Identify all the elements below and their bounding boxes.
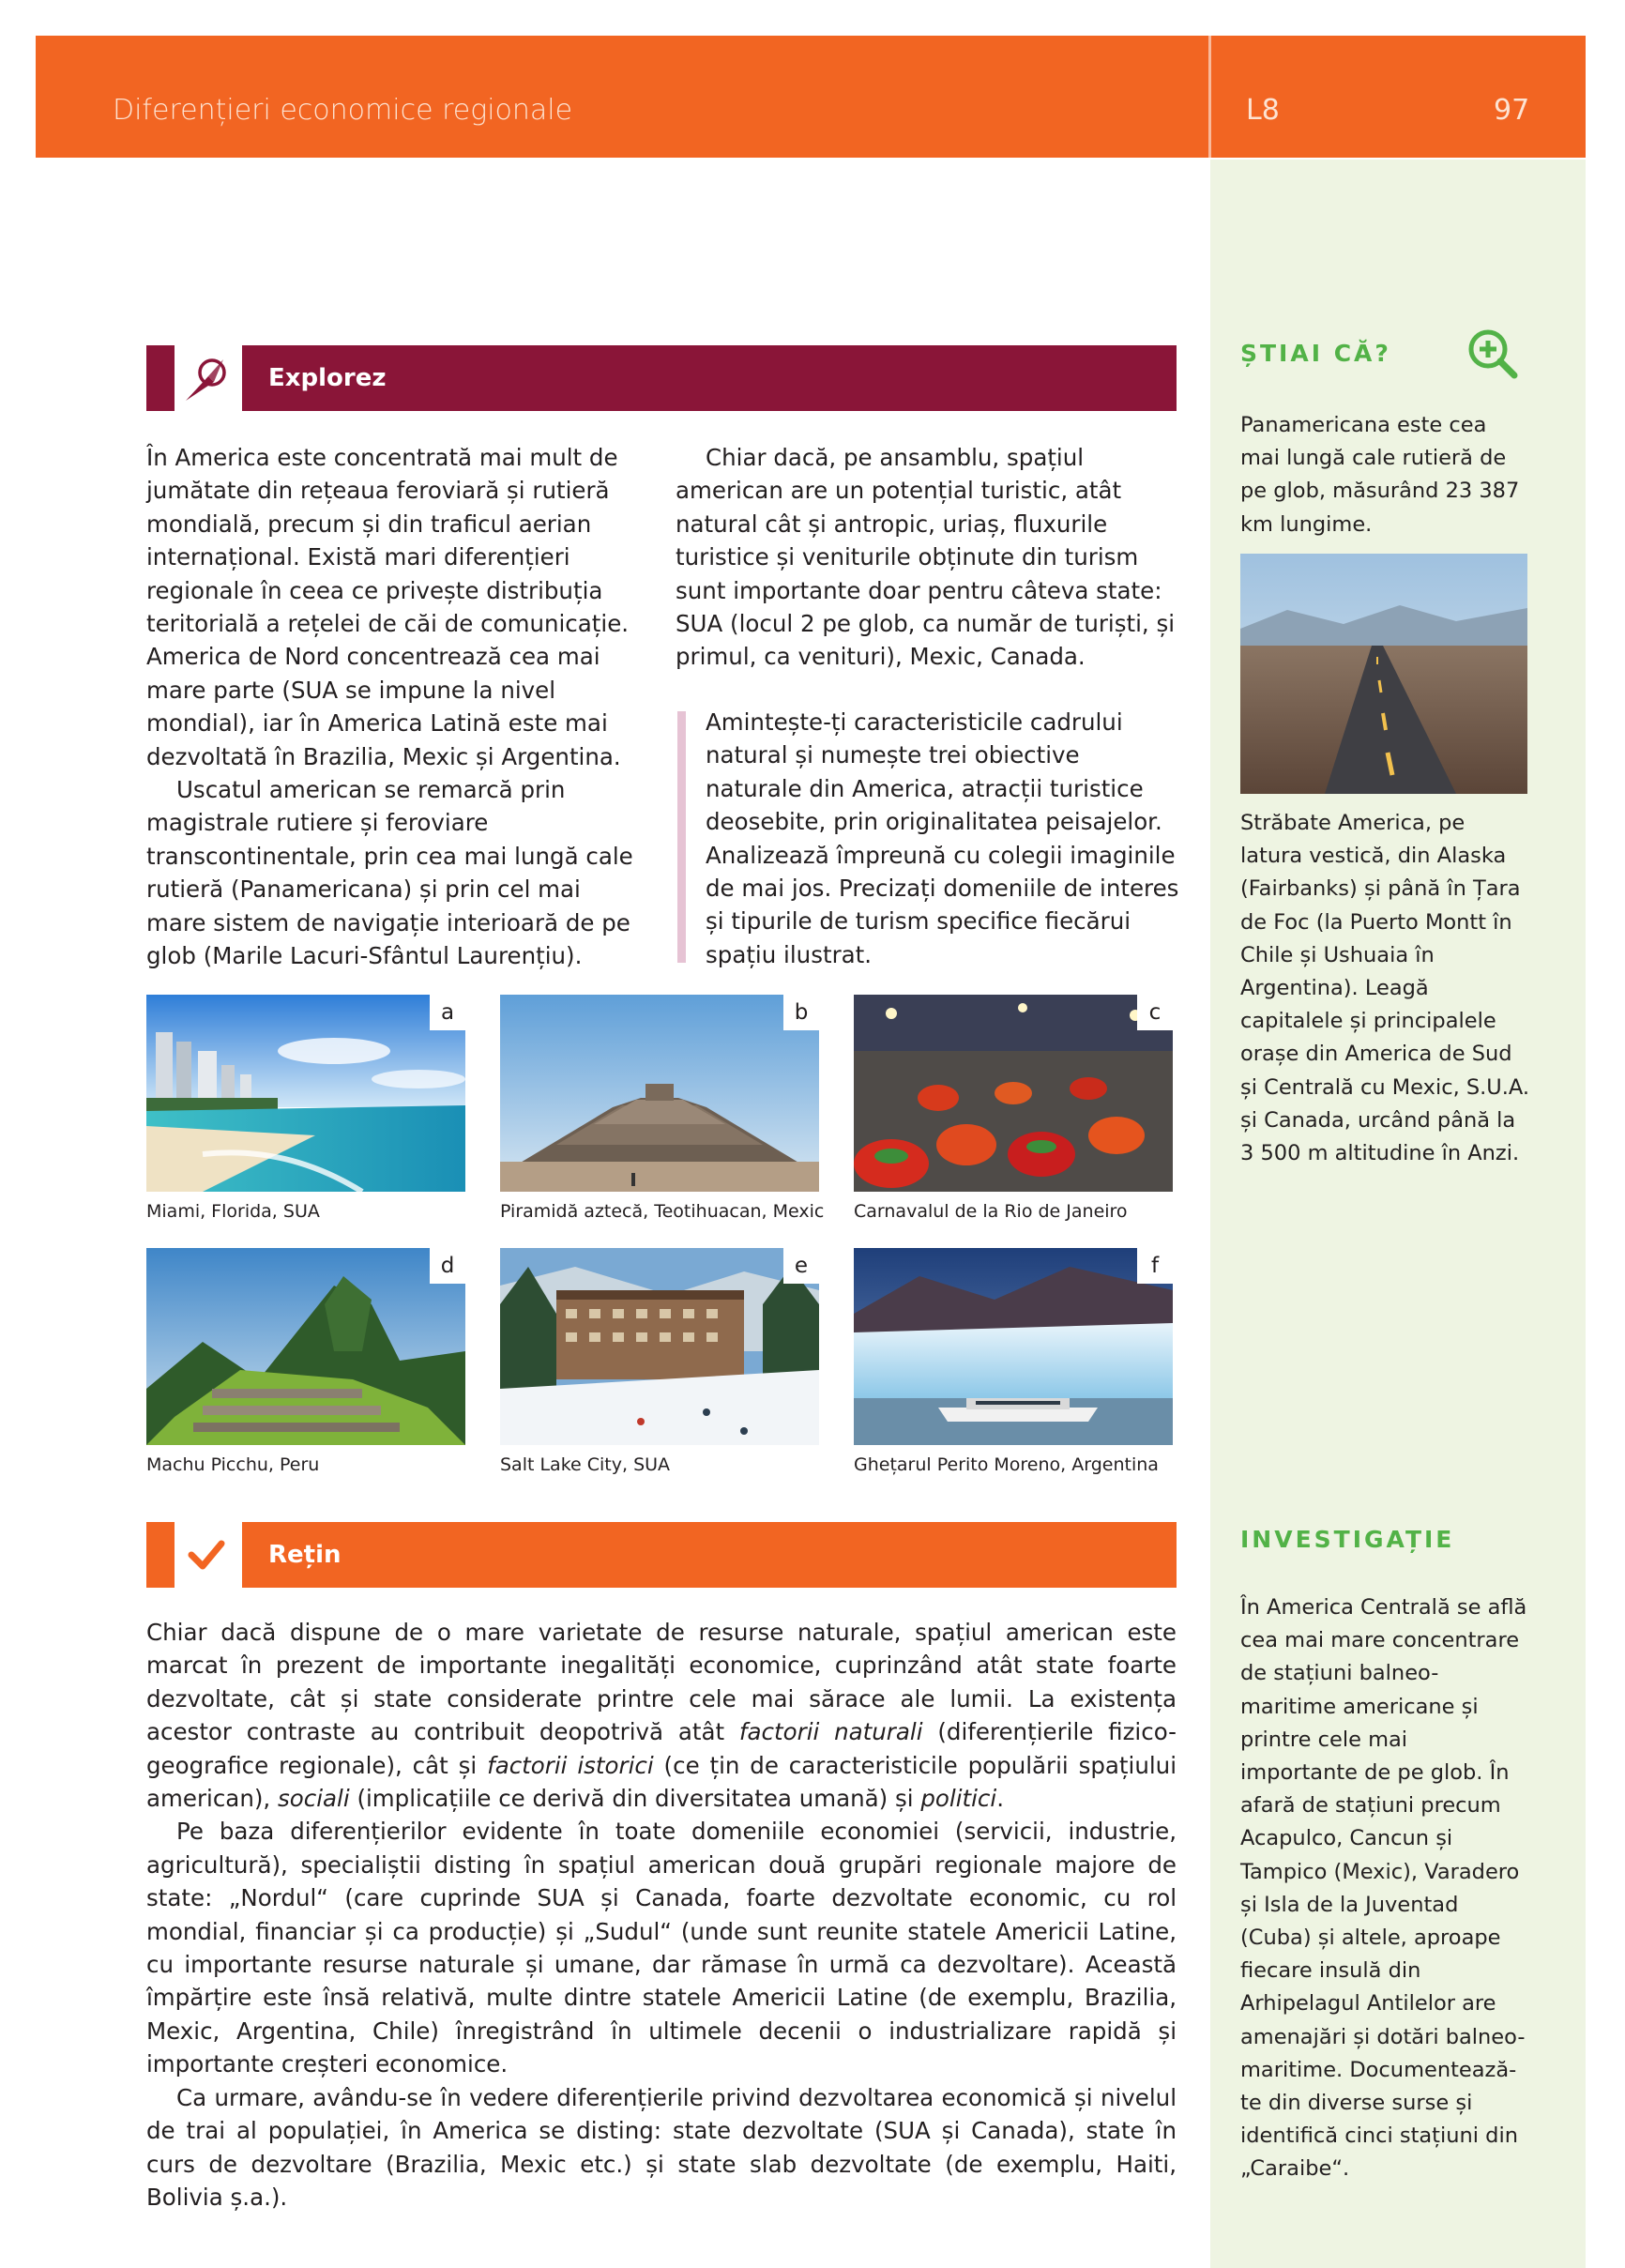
investigatie-heading: INVESTIGAȚIE [1240, 1526, 1455, 1553]
task-marker [677, 711, 686, 963]
photo-miami [146, 995, 465, 1192]
explorez-column-1 [146, 441, 644, 973]
caption-f: Ghețarul Perito Moreno, Argentina [854, 1454, 1159, 1475]
page-number: 97 [1494, 94, 1530, 127]
stiai-ca-heading: ȘTIAI CĂ? [1240, 340, 1391, 367]
retin-paragraph-2: Pe baza diferențierilor evidente în toate domeniile economiei (servicii, industrie, agricultură), specialiștii disting în spațiul american două grupări regionale majore de state: „Nordul“ (care cuprinde SUA și Canada, foarte dezvoltate economic, cu rol mondial, financiar și ca producție) și „Sudul“ (unde sunt reunite statele Americii Latine, cu importante resurse naturale și umane, dar rămase în urmă ca dezvoltare). Această împărțire este însă relativă, multe dintre statele Americii Latine (de exemplu, Brazilia, Mexic, Argentina, Chile) înregistrând în ultimele decenii o industrializare rapidă și importante creșteri economice. [146, 1818, 1177, 2078]
photo-letter-d: d [430, 1248, 465, 1284]
explorez-paragraph-1: În America este concentrată mai mult de jumătate din rețeaua feroviară și rutieră mondială, precum și din traficul aerian internațional. Există mari diferențieri regionale în ceea ce privește distribuția teritorială a rețelei de căi de comunicație. America de Nord concentrează cea mai mare parte (SUA se impune la nivel mondial), iar în America Latină este mai dezvoltată în Brazilia, Mexic și Argentina. [146, 444, 630, 770]
retin-body [146, 1616, 1177, 2214]
retin-paragraph-3: Ca urmare, avându-se în vedere diferențierile privind dezvoltarea economică și nivelul de trai al populației, în America se disting: state dezvoltate (SUA și Canada), state în curs de dezvoltare (Brazilia, Mexic etc.) și state slab dezvoltate (de exemplu, Haiti, Bolivia ș.a.). [146, 2083, 1177, 2211]
retin-paragraph-1: Chiar dacă dispune de o mare varietate de resurse naturale, spațiul american este marcat în prezent de importante inegalități economice, cuprinzând atât state foarte dezvoltate, cât și state considerate printre cele mai sărace ale lumii. La existența acestor contraste au contribuit deopotrivă atât factorii naturali (diferențierile fizico-geografice regionale), cât și factorii istorici (ce țin de caracteristicile populării spațiului american), sociali (implicațiile ce derivă din diversitatea umană) și politici. [146, 1619, 1177, 1813]
stiai-ca-intro: Panamericana este cea mai lungă cale rutieră de pe glob, măsurând 23 387 km lungime. [1240, 413, 1520, 537]
caption-d: Machu Picchu, Peru [146, 1454, 320, 1475]
caption-c: Carnavalul de la Rio de Janeiro [854, 1201, 1128, 1222]
photo-letter-e: e [783, 1248, 819, 1284]
chapter-title: Diferențieri economice regionale [113, 94, 573, 127]
explorez-column-2 [676, 441, 1177, 674]
explorez-title: Explorez [242, 345, 1177, 411]
compass-icon [178, 345, 235, 411]
investigatie-text: În America Centrală se află cea mai mare concentrare de stațiuni balneo-maritime americane și printre cele mai importante de pe glob. În afară de stațiuni precum Acapulco, Cancun și Tampico (Mexic), Varadero și Isla de la Juventad (Cuba) și altele, aproape fiecare insulă din Arhipelagul Antilelor are amenajări și dotări balneo-maritime. Documentează-te din diverse surse și identifică cinci stațiuni din „Caraibe“. [1240, 1595, 1527, 2182]
photo-letter-c: c [1137, 995, 1173, 1030]
explorez-marker [146, 345, 175, 411]
explorez-task: Amintește-ți caracteristicile cadrului natural și numește trei obiective naturale din America, atracții turistice deosebite, prin originalitatea peisajelor. Analizează împreună cu colegii imaginile de mai jos. Precizați domeniile de interes și tipurile de turism specifice fiecărui spațiu ilustrat. [706, 708, 1179, 968]
checkmark-icon [178, 1522, 235, 1588]
photo-panamericana [1240, 554, 1527, 794]
photo-carnival [854, 995, 1173, 1192]
photo-machu-picchu [146, 1248, 465, 1445]
retin-marker [146, 1522, 175, 1588]
retin-title: Rețin [242, 1522, 1177, 1588]
lesson-label: L8 [1246, 94, 1280, 127]
explorez-paragraph-3: Chiar dacă, pe ansamblu, spațiul american are un potențial turistic, atât natural cât și antropic, uriaș, fluxurile turistice și veniturile obținute din turism sunt importante doar pentru câteva state: SUA (locul 2 pe glob, ca număr de turiști, și primul, ca venituri), Mexic, Canada. [676, 444, 1176, 671]
caption-e: Salt Lake City, SUA [500, 1454, 671, 1475]
stiai-ca-details: Străbate America, pe latura vestică, din Alaska (Fairbanks) și până în Țara de Foc (la Puerto Montt în Chile și Ushuaia în Argentina). Leagă capitalele și principalele orașe din America de Sud și Centrală cu Mexic, S.U.A. și Canada, urcând până la 3 500 m altitudine în Anzi. [1240, 811, 1530, 1166]
caption-a: Miami, Florida, SUA [146, 1201, 320, 1222]
photo-salt-lake-city [500, 1248, 819, 1445]
photo-letter-b: b [783, 995, 819, 1030]
header-divider [1208, 36, 1211, 158]
photo-teotihuacan [500, 995, 819, 1192]
zoom-in-icon [1466, 327, 1518, 379]
photo-perito-moreno [854, 1248, 1173, 1445]
photo-letter-f: f [1137, 1248, 1173, 1284]
caption-b: Piramidă aztecă, Teotihuacan, Mexic [500, 1201, 825, 1222]
photo-letter-a: a [430, 995, 465, 1030]
explorez-paragraph-2: Uscatul american se remarcă prin magistrale rutiere și feroviare transcontinentale, prin cea mai lungă cale rutieră (Panamericana) și prin cel mai mare sistem de navigație interioară de pe glob (Marile Lacuri-Sfântul Laurențiu). [146, 776, 633, 970]
